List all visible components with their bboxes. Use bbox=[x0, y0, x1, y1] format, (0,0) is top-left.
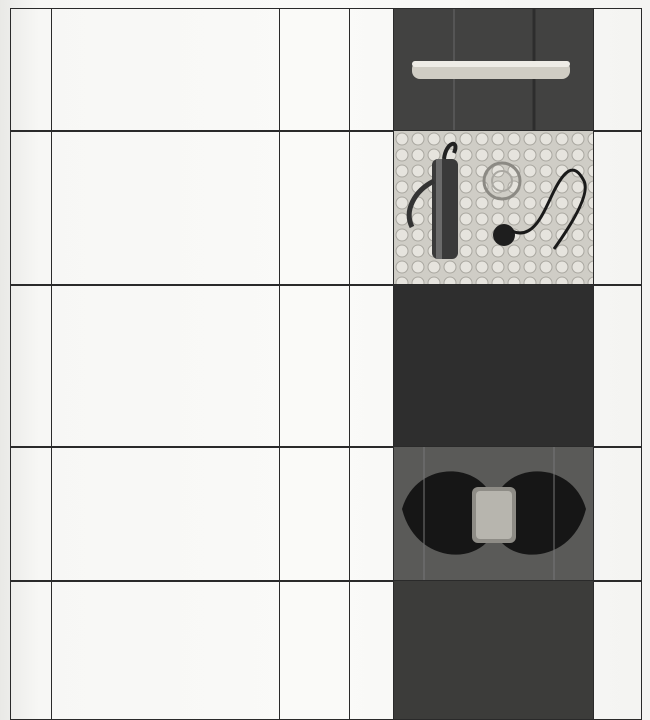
item-description bbox=[52, 8, 280, 132]
item-quantity bbox=[280, 580, 350, 720]
item-number bbox=[10, 8, 52, 132]
empty-cell bbox=[350, 284, 394, 448]
item-quantity bbox=[280, 284, 350, 448]
end-cell bbox=[594, 8, 642, 132]
item-quantity bbox=[280, 8, 350, 132]
smoke-cartridges-photo bbox=[394, 284, 594, 448]
table-row bbox=[10, 580, 642, 720]
mortar-baseplate-photo bbox=[394, 446, 594, 582]
end-cell bbox=[594, 284, 642, 448]
empty-cell bbox=[350, 580, 394, 720]
item-number bbox=[10, 130, 52, 286]
empty-cell bbox=[350, 130, 394, 286]
item-number bbox=[10, 580, 52, 720]
item-description bbox=[52, 580, 280, 720]
table-row bbox=[10, 446, 642, 582]
end-cell bbox=[594, 580, 642, 720]
end-cell bbox=[594, 130, 642, 286]
item-number bbox=[10, 446, 52, 582]
item-description bbox=[52, 130, 280, 286]
silencer-tube-photo bbox=[394, 8, 594, 132]
item-description bbox=[52, 446, 280, 582]
table-row bbox=[10, 130, 642, 286]
item-quantity bbox=[280, 446, 350, 582]
table-row bbox=[10, 284, 642, 448]
empty-cell bbox=[350, 8, 394, 132]
warheads-photo bbox=[394, 580, 594, 720]
item-quantity bbox=[280, 130, 350, 286]
empty-cell bbox=[350, 446, 394, 582]
item-description bbox=[52, 284, 280, 448]
table-row bbox=[10, 8, 642, 132]
item-number bbox=[10, 284, 52, 448]
fuze-and-wires-photo bbox=[394, 130, 594, 286]
end-cell bbox=[594, 446, 642, 582]
